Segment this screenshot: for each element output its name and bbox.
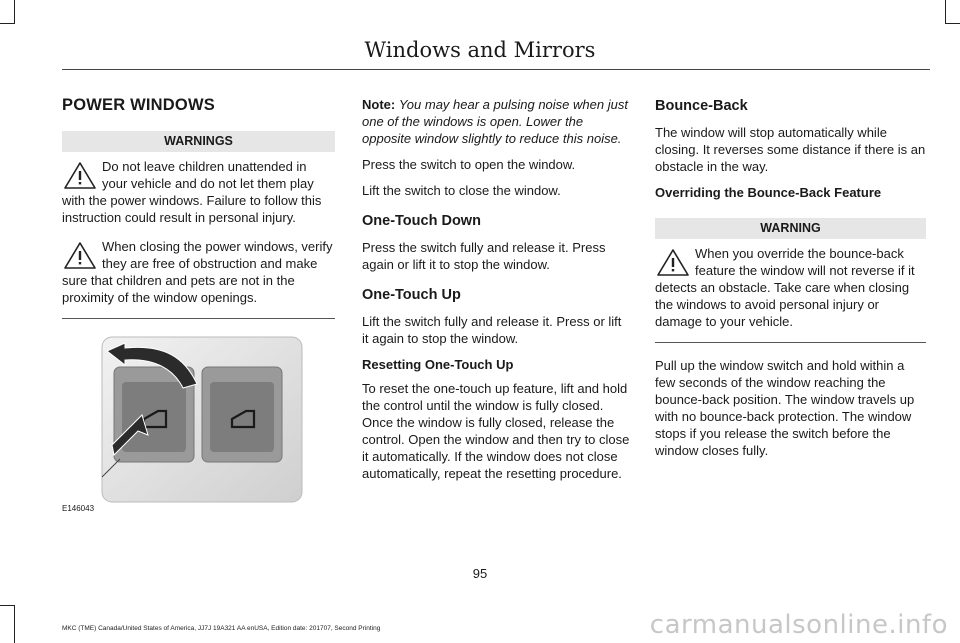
header-divider xyxy=(62,69,930,70)
paragraph-pull-up: Pull up the window switch and hold within a few seconds of the window reaching the bounce-back position. The window travels up with no bounce-back protection. The window stops if you release the switch before the window closes fully. xyxy=(655,358,915,458)
watermark: carmanualsonline.info xyxy=(649,610,948,640)
warning-text: When closing the power windows, verify they are free of obstruction and make sure that children and pets are not in the proximity of the window openings. xyxy=(62,239,333,305)
paragraph-resetting: To reset the one-touch up feature, lift and hold the control until the window is fully closed. Once the window is fully closed, release the control. Open the window and then try to close it automatically. If the window does not close automatically, repeat the resetting procedure. xyxy=(362,381,630,481)
note-paragraph xyxy=(362,96,630,147)
paragraph-one-touch-down: Press the switch fully and release it. Press again or lift it to stop the window. xyxy=(362,240,606,272)
section-title: POWER WINDOWS xyxy=(62,96,215,114)
crop-mark-bottom-left-h xyxy=(0,605,15,606)
warning-divider xyxy=(655,342,926,343)
warning-item xyxy=(62,158,335,226)
warning-triangle-icon xyxy=(62,160,98,190)
paragraph-one-touch-up: Lift the switch fully and release it. Press or lift it again to stop the window. xyxy=(362,314,622,346)
warning-item xyxy=(62,238,335,306)
warning-text: Do not leave children unattended in your vehicle and do not let them play with the power windows. Failure to follow this instruction could result in personal injury. xyxy=(62,159,322,225)
paragraph-bounce-back: The window will stop automatically while closing. It reverses some distance if there is an obstacle in the way. xyxy=(655,125,926,174)
paragraph-open: Press the switch to open the window. xyxy=(362,157,576,172)
warnings-divider xyxy=(62,318,335,319)
heading-resetting: Resetting One-Touch Up xyxy=(362,357,514,372)
crop-mark-top-left-v xyxy=(14,0,15,24)
warning-text: When you override the bounce-back feature the window will not reverse if it detects an obstacle. Take care when closing the windows to avoid personal injury or damage to your vehicle. xyxy=(655,246,915,329)
column-right xyxy=(655,96,926,468)
paragraph-close: Lift the switch to close the window. xyxy=(362,183,561,198)
warnings-heading: WARNINGS xyxy=(62,131,335,152)
heading-one-touch-down: One-Touch Down xyxy=(362,213,481,229)
column-middle xyxy=(362,96,630,491)
crop-mark-bottom-left-v xyxy=(14,605,15,643)
figure-id: E146043 xyxy=(62,504,95,513)
heading-one-touch-up: One-Touch Up xyxy=(362,287,461,303)
page-number: 95 xyxy=(472,566,488,581)
footer-edition-info: MKC (TME) Canada/United States of America, JJ7J 19A321 AA enUSA, Edition date: 201707, Second Printing xyxy=(62,625,381,632)
heading-bounce-back: Bounce-Back xyxy=(655,98,748,114)
column-left xyxy=(62,96,335,517)
window-switch-illustration xyxy=(62,327,335,517)
crop-mark-top-right-h xyxy=(945,23,960,24)
crop-mark-top-left-h xyxy=(0,23,15,24)
warning-heading: WARNING xyxy=(655,218,926,239)
window-switch-diagram xyxy=(62,327,335,517)
crop-mark-top-right-v xyxy=(945,0,946,24)
warning-triangle-icon xyxy=(62,240,98,270)
warning-item xyxy=(655,245,926,330)
note-label: Note: xyxy=(362,97,396,112)
page-header-title: Windows and Mirrors xyxy=(364,38,596,62)
warning-triangle-icon xyxy=(655,247,691,277)
note-text: You may hear a pulsing noise when just one of the windows is open. Lower the opposite window slightly to reduce this noise. xyxy=(362,97,628,146)
heading-overriding: Overriding the Bounce-Back Feature xyxy=(655,185,882,200)
